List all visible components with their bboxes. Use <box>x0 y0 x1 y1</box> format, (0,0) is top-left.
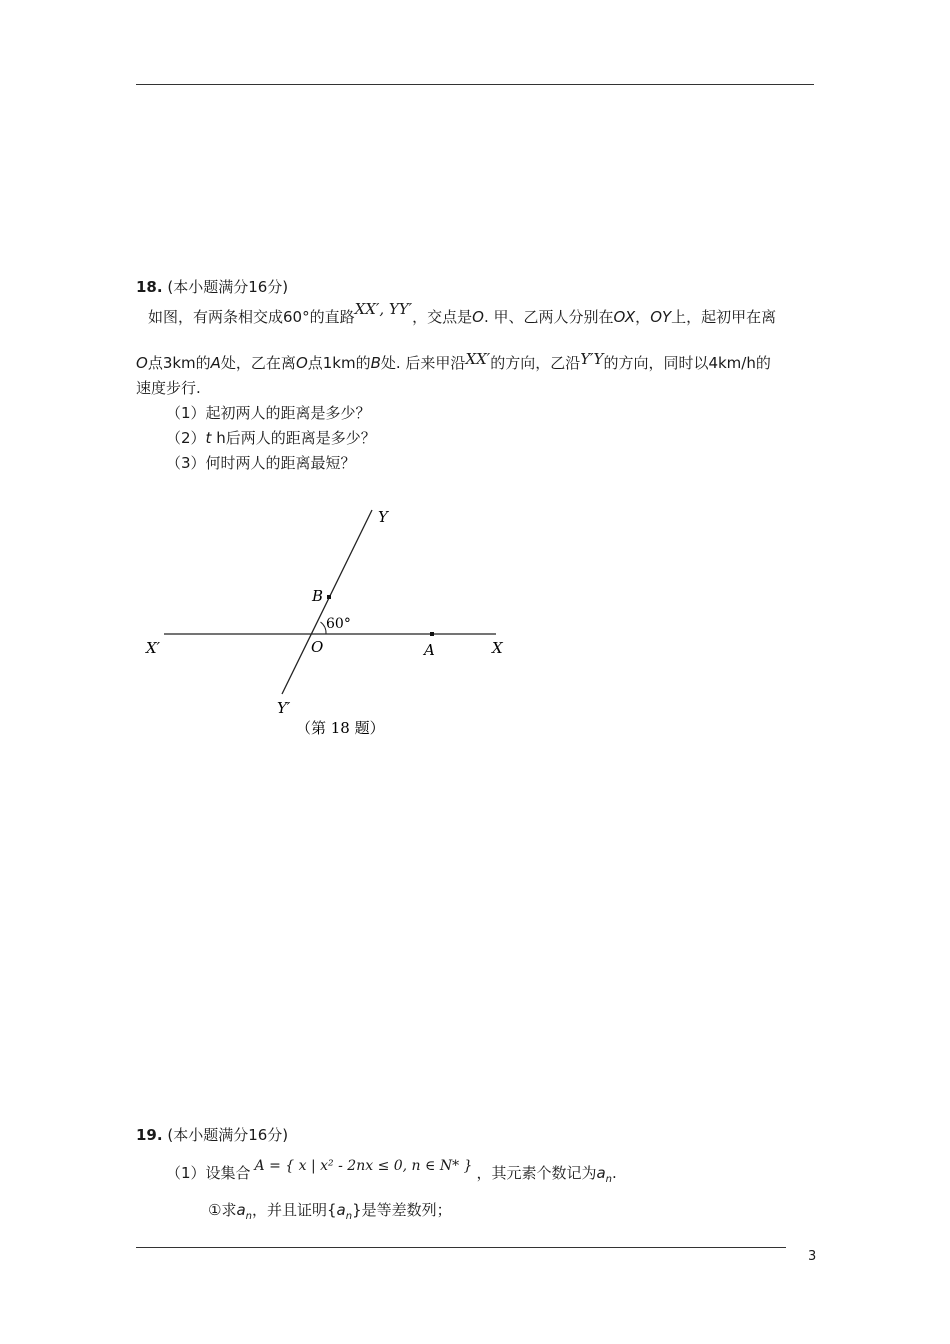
q19-number: 19. <box>136 1126 163 1144</box>
q18-oy: OY <box>650 308 672 326</box>
q19-sub1-n: n <box>245 1211 252 1222</box>
q19-part1-suffix: ，其元素个数记为 <box>476 1164 597 1182</box>
q19-heading <box>136 1124 288 1145</box>
label-x: X <box>492 639 503 657</box>
q18-l2-xx: XX′ <box>465 350 491 368</box>
label-angle: 60° <box>326 616 351 632</box>
bottom-rule <box>136 1247 786 1248</box>
q18-line1-e: 上，起初甲在离 <box>671 308 777 326</box>
label-a: A <box>424 641 435 659</box>
q19-part1-prefix: （1）设集合 <box>166 1164 251 1182</box>
q19-sub1-n2: n <box>345 1211 353 1222</box>
q18-line3: 速度步行. <box>136 379 201 397</box>
q19-sub1-c: }是等差数列； <box>352 1201 452 1219</box>
q19-part1-n: n <box>605 1174 613 1185</box>
q18-point-o: O <box>472 308 484 326</box>
label-b: B <box>312 587 324 605</box>
q18-l2-a: 点3km的 <box>147 354 211 372</box>
q18-l2-pb: B <box>370 354 381 372</box>
q19-sub1-a: ①求 <box>208 1201 237 1219</box>
top-rule <box>136 84 814 85</box>
q19-sub1-an2: a <box>336 1201 346 1219</box>
q18-sub1: （1）起初两人的距离是多少？ <box>166 404 371 422</box>
q18-l2-c: 点1km的 <box>307 354 371 372</box>
q19-sub1 <box>208 1199 452 1222</box>
point-a-marker <box>430 632 434 636</box>
q18-sub2-rest: h后两人的距离是多少？ <box>211 429 376 447</box>
q19-part1-an: a <box>596 1164 606 1182</box>
q18-sub2-prefix: （2） <box>166 429 206 447</box>
q18-header: (本小题满分16分) <box>167 278 289 296</box>
q18-l2-pa: A <box>210 354 221 372</box>
q19-part1-end: . <box>612 1164 617 1182</box>
q18-sub2 <box>166 427 376 448</box>
q19-sub1-an: a <box>236 1201 246 1219</box>
q18-line1 <box>148 300 777 327</box>
label-xp: X′ <box>146 639 161 657</box>
q18-line1-c: . 甲、乙两人分别在 <box>483 308 614 326</box>
q18-line1-b: ，交点是 <box>412 308 473 326</box>
q18-figure <box>130 500 530 745</box>
q18-number: 18. <box>136 278 163 296</box>
q18-l2-b: 处，乙在离 <box>220 354 296 372</box>
q18-l2-d: 处. 后来甲沿 <box>380 354 466 372</box>
q18-l2-o2: O <box>295 354 308 372</box>
q18-ox: OX <box>613 308 636 326</box>
q18-line2 <box>136 352 771 373</box>
q18-l2-e: 的方向，乙沿 <box>490 354 581 372</box>
q18-l2-o: O <box>136 354 148 372</box>
label-o: O <box>311 638 324 656</box>
road-yy <box>282 510 372 694</box>
q18-l2-yy: Y′Y <box>580 350 604 368</box>
page-number: 3 <box>808 1249 817 1264</box>
q19-sub1-b: ，并且证明{ <box>252 1201 337 1219</box>
q18-sub2-t: t <box>205 429 212 447</box>
point-b-marker <box>327 595 331 599</box>
q18-l2-f: 的方向，同时以4km/h的 <box>603 354 771 372</box>
q18-line1-d: ， <box>635 308 651 326</box>
q18-heading <box>136 276 288 297</box>
q19-part1 <box>166 1158 617 1185</box>
q19-header: (本小题满分16分) <box>167 1126 289 1144</box>
q18-sub3: （3）何时两人的距离最短？ <box>166 454 356 472</box>
q19-set-expression: A = { x | x² - 2nx ≤ 0, n ∈ N* } <box>254 1158 473 1174</box>
figure-caption: （第 18 题） <box>296 719 385 737</box>
q18-roads: XX′, YY′ <box>354 300 413 318</box>
q18-line1-a: 如图，有两条相交成60°的直路 <box>148 308 355 326</box>
label-y: Y <box>378 508 388 526</box>
label-yp: Y′ <box>277 699 291 717</box>
